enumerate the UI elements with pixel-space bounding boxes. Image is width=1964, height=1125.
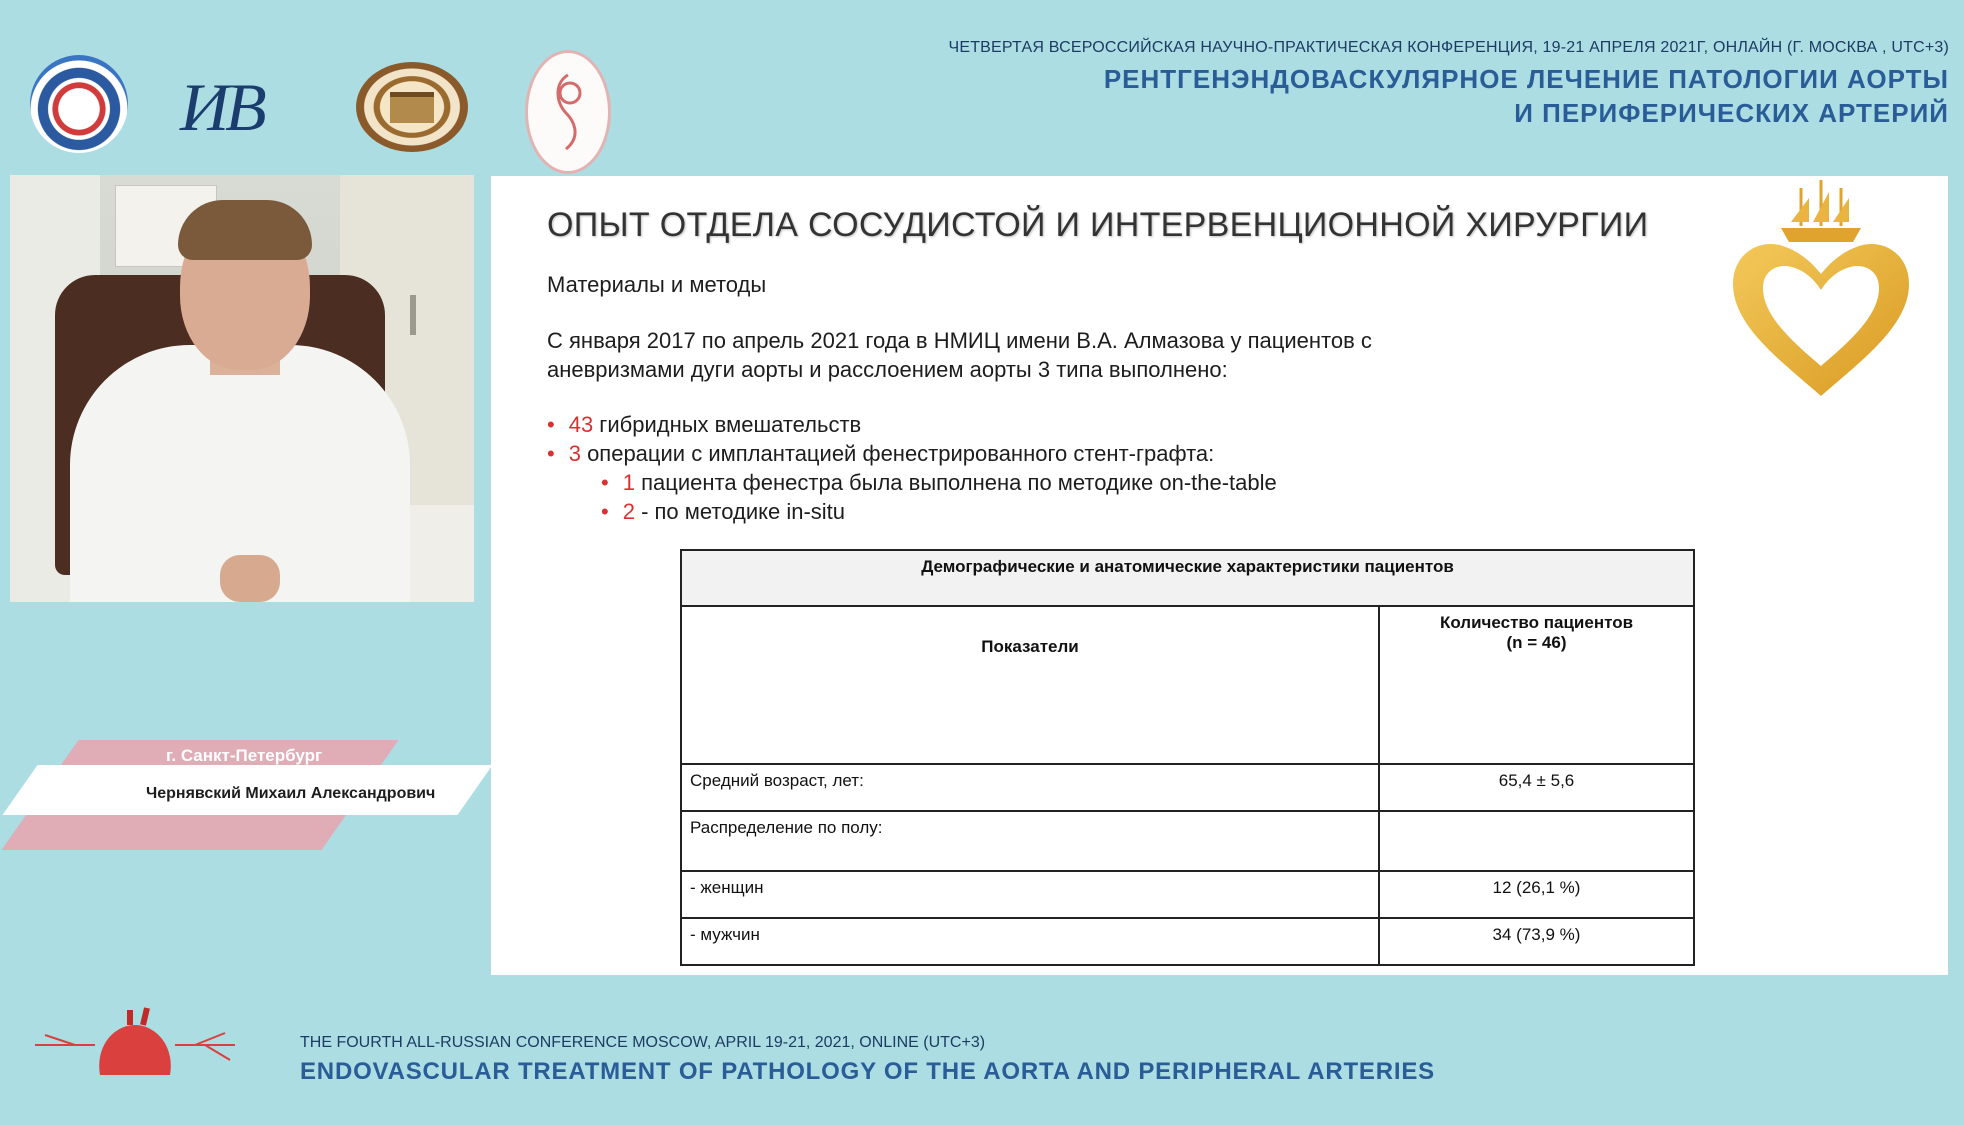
slide-paragraph (547, 326, 1372, 384)
table-header-indicator: Показатели (681, 606, 1379, 764)
presentation-slide (491, 176, 1948, 975)
sub-bullet-item: • 2 - по методике in-situ (601, 499, 846, 524)
table-row (681, 918, 1694, 965)
sub-bullet-item: • 1 пациента фенестра была выполнена по методике on-the-table (601, 470, 1277, 495)
slide-paragraph-line2: аневризмами дуги аорты и расслоением аорты 3 типа выполнено: (547, 357, 1228, 382)
conference-title-line2: И ПЕРИФЕРИЧЕСКИХ АРТЕРИЙ (1514, 98, 1949, 128)
table-cell-value: 34 (73,9 %) (1379, 918, 1694, 965)
speaker-city: г. Санкт-Петербург (166, 746, 323, 765)
speaker-name: Чернявский Михаил Александрович (146, 785, 436, 802)
table-cell-label: - мужчин (681, 918, 1379, 965)
iv-logo: ИВ (180, 69, 263, 145)
slide-title: ОПЫТ ОТДЕЛА СОСУДИСТОЙ И ИНТЕРВЕНЦИОННОЙ ХИРУРГИИ (547, 206, 1649, 244)
table-cell-label: - женщин (681, 871, 1379, 918)
conference-subtitle-ru: ЧЕТВЕРТАЯ ВСЕРОССИЙСКАЯ НАУЧНО-ПРАКТИЧЕСКАЯ КОНФЕРЕНЦИЯ, 19-21 АПРЕЛЯ 2021Г, ОНЛАЙН (Г. МОСКВА , UTC+3) (948, 39, 1949, 56)
conference-subtitle-en: THE FOURTH ALL-RUSSIAN CONFERENCE MOSCOW, APRIL 19-21, 2021, ONLINE (UTC+3) (300, 1034, 986, 1051)
table-cell-label: Средний возраст, лет: (681, 764, 1379, 811)
table-header-count: Количество пациентов (n = 46) (1379, 606, 1694, 764)
table-cell-value: 65,4 ± 5,6 (1379, 764, 1694, 811)
bullet-item: • 3 операции с имплантацией фенестрированного стент-графта: (547, 441, 1215, 466)
russian-society-logo (30, 55, 128, 153)
bullet-item: • 43 гибридных вмешательств (547, 412, 862, 437)
conference-title-line1: РЕНТГЕНЭНДОВАСКУЛЯРНОЕ ЛЕЧЕНИЕ ПАТОЛОГИИ АОРТЫ (1103, 64, 1949, 94)
table-cell-label: Распределение по полу: (681, 811, 1379, 871)
table-row (681, 764, 1694, 811)
vascular-society-logo (525, 50, 611, 174)
aorta-heart-icon (35, 1005, 235, 1085)
table-cell-value (1379, 811, 1694, 871)
slide-subtitle: Материалы и методы (547, 272, 767, 297)
academy-logo (356, 62, 468, 152)
demographics-table (680, 549, 1695, 966)
conference-title-en: ENDOVASCULAR TREATMENT OF PATHOLOGY OF THE AORTA AND PERIPHERAL ARTERIES (300, 1058, 1435, 1085)
speaker-video (10, 175, 474, 602)
table-row (681, 871, 1694, 918)
almazov-heart-emblem (1721, 176, 1921, 406)
slide-paragraph-line1: С января 2017 по апрель 2021 года в НМИЦ имени В.А. Алмазова у пациентов с (547, 328, 1372, 353)
table-cell-value: 12 (26,1 %) (1379, 871, 1694, 918)
table-title: Демографические и анатомические характеристики пациентов (681, 550, 1694, 606)
table-row (681, 811, 1694, 871)
